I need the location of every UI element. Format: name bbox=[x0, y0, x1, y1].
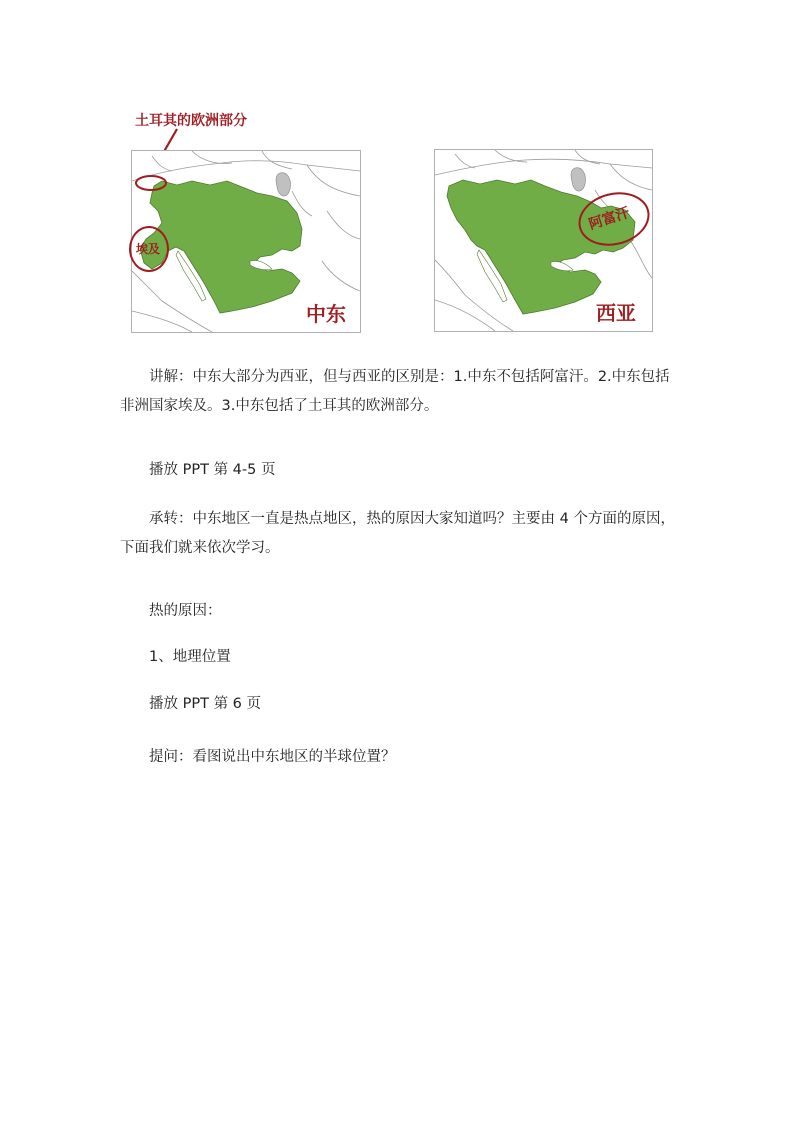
paragraph-transition: 承转：中东地区一直是热点地区，热的原因大家知道吗？主要由 4 个方面的原因，下面我们就来依次学习。 bbox=[120, 511, 675, 556]
paragraph-explanation: 讲解：中东大部分为西亚，但与西亚的区别是：1.中东不包括阿富汗。2.中东包括非洲国家埃及。3.中东包括了土耳其的欧洲部分。 bbox=[120, 369, 670, 414]
turkey-european-part-highlight-icon bbox=[134, 174, 170, 194]
paragraph-question: 提问：看图说出中东地区的半球位置？ bbox=[149, 749, 396, 765]
turkey-european-part-annotation: 土耳其的欧洲部分 bbox=[135, 113, 247, 129]
paragraph-geographic-location: 1、地理位置 bbox=[149, 649, 231, 665]
afghanistan-label: 阿富汗 bbox=[586, 204, 632, 234]
middle-east-map-title: 中东 bbox=[306, 302, 346, 326]
egypt-label: 埃及 bbox=[136, 242, 161, 256]
paragraph-reasons-heading: 热的原因： bbox=[149, 603, 222, 619]
west-asia-map-title: 西亚 bbox=[596, 301, 636, 325]
paragraph-play-ppt-4-5: 播放 PPT 第 4-5 页 bbox=[149, 462, 276, 478]
paragraph-play-ppt-6: 播放 PPT 第 6 页 bbox=[149, 696, 262, 712]
